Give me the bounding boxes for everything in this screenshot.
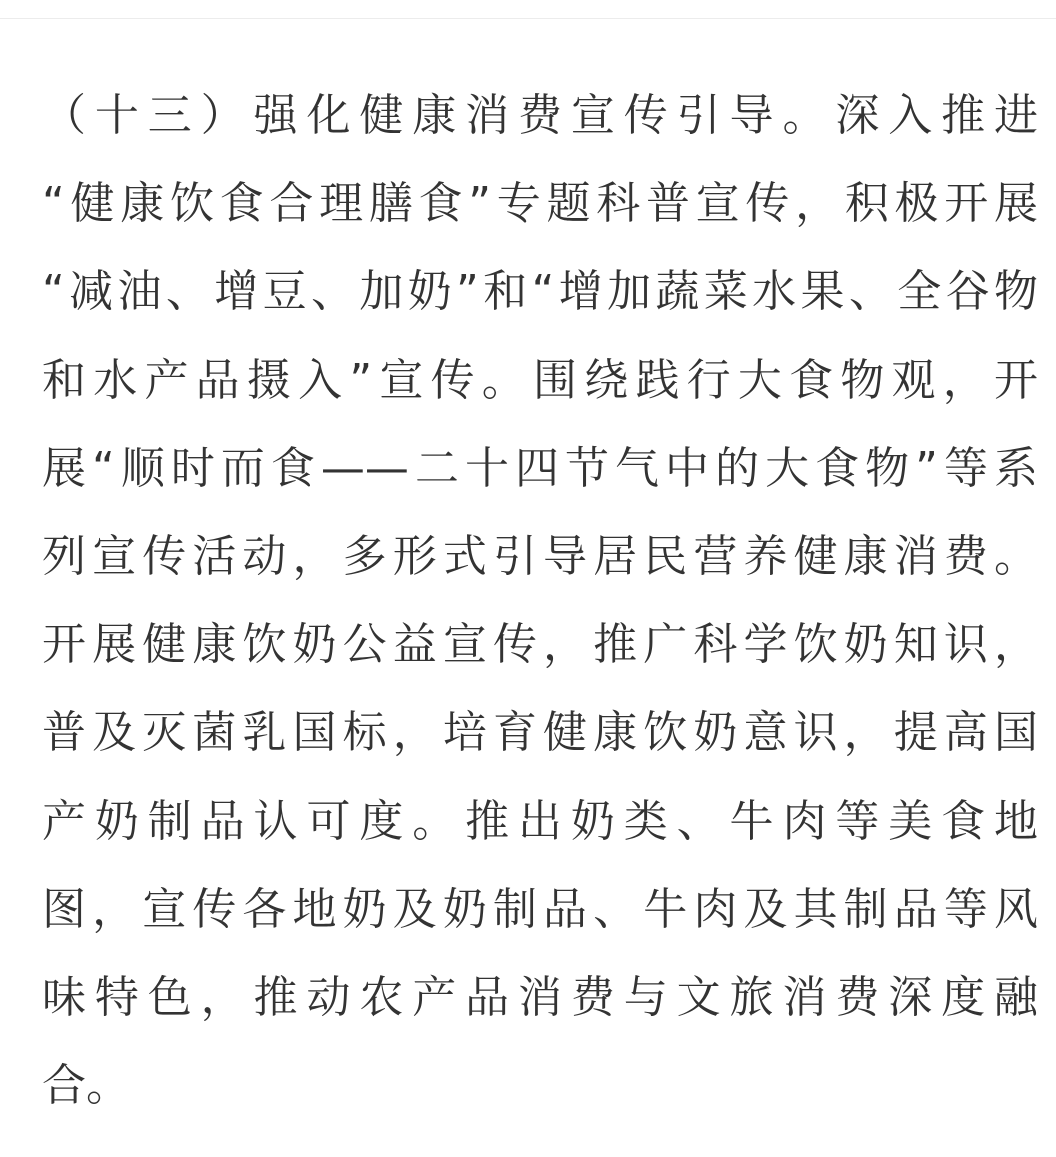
paragraph-line: 味特色，推动农产品消费与文旅消费深度融	[42, 971, 1038, 1023]
paragraph-line: （十三）强化健康消费宣传引导。深入推进	[42, 90, 1038, 141]
top-divider	[0, 18, 1056, 19]
article-body	[42, 72, 1038, 1130]
paragraph-line: “减油、增豆、加奶”和“增加蔬菜水果、全谷物	[42, 266, 1038, 318]
paragraph-line: 产奶制品认可度。推出奶类、牛肉等美食地	[42, 795, 1038, 847]
paragraph-line: 图，宣传各地奶及奶制品、牛肉及其制品等风	[42, 883, 1038, 935]
paragraph-line: 和水产品摄入”宣传。围绕践行大食物观，开	[42, 354, 1038, 406]
paragraph-line: 开展健康饮奶公益宣传，推广科学饮奶知识，	[42, 619, 1038, 671]
paragraph-line: 普及灭菌乳国标，培育健康饮奶意识，提高国	[42, 707, 1038, 759]
paragraph-line: 列宣传活动，多形式引导居民营养健康消费。	[42, 530, 1038, 582]
paragraph-line: 展“顺时而食——二十四节气中的大食物”等系	[42, 442, 1038, 494]
paragraph-line: “健康饮食合理膳食”专题科普宣传，积极开展	[42, 178, 1038, 230]
paragraph-line: 合。	[42, 1060, 130, 1112]
